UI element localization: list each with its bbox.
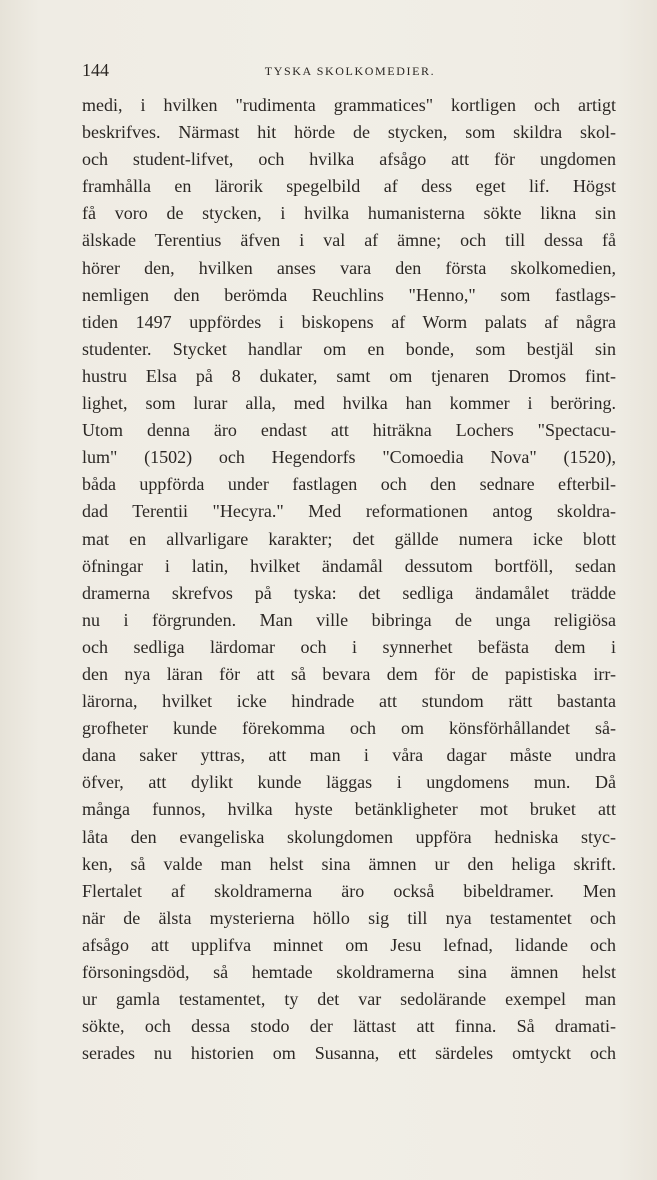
text-line: beskrifves. Närmast hit hörde de stycken, som skildra skol- <box>82 122 616 143</box>
text-line: den nya läran för att så bevara dem för de papistiska irr- <box>82 663 616 684</box>
text-line: lum" (1502) och Hegendorfs "Comoedia Nova" (1520), <box>82 447 616 468</box>
text-line: öfningar i latin, hvilket ändamål dessutom bortföll, sedan <box>82 555 616 576</box>
text-line: framhålla en lärorik spegelbild af dess eget lif. Högst <box>82 176 616 197</box>
text-line: öfver, att dylikt kunde läggas i ungdomens mun. Då <box>82 772 616 793</box>
text-line: grofheter kunde förekomma och om könsförhållandet så- <box>82 718 616 739</box>
page-header <box>82 60 618 90</box>
text-line: nemligen den berömda Reuchlins "Henno," som fastlags- <box>82 284 616 305</box>
text-line: sökte, och dessa stodo der lättast att finna. Så dramati- <box>82 1016 616 1037</box>
text-line: lärorna, hvilket icke hindrade att stundom rätt bastanta <box>82 691 616 712</box>
page-number: 144 <box>82 60 109 80</box>
text-line: Flertalet af skoldramerna äro också bibeldramer. Men <box>82 880 616 901</box>
text-line: många funnos, hvilka hyste betänkligheter mot bruket att <box>82 799 616 820</box>
text-line: studenter. Stycket handlar om en bonde, som bestjäl sin <box>82 338 616 359</box>
text-line: tiden 1497 uppfördes i biskopens af Worm palats af några <box>82 311 616 332</box>
text-line: få voro de stycken, i hvilka humanisterna sökte likna sin <box>82 203 616 224</box>
text-line: båda uppförda under fastlagen och den sednare efterbil- <box>82 474 616 495</box>
body-text <box>82 92 616 1067</box>
text-line: låta den evangeliska skolungdomen uppföra hedniska styc- <box>82 826 616 847</box>
text-line: ur gamla testamentet, ty det var sedolärande exempel man <box>82 989 616 1010</box>
text-line: när de älsta mysterierna höllo sig till nya testamentet och <box>82 907 616 928</box>
text-line: afsågo att upplifva minnet om Jesu lefnad, lidande och <box>82 934 616 955</box>
text-line: hörer den, hvilken anses vara den första skolkomedien, <box>82 257 616 278</box>
text-line: hustru Elsa på 8 dukater, samt om tjenaren Dromos fint- <box>82 365 616 386</box>
running-head: TYSKA SKOLKOMEDIER. <box>264 64 436 78</box>
text-line: dad Terentii "Hecyra." Med reformationen antog skoldra- <box>82 501 616 522</box>
text-line: försoningsdöd, så hemtade skoldramerna sina ämnen helst <box>82 962 616 982</box>
text-line: dana saker yttras, att man i våra dagar måste undra <box>82 745 616 766</box>
text-line: lighet, som lurar alla, med hvilka han kommer i beröring. <box>82 393 616 414</box>
text-line: Utom denna äro endast att hiträkna Lochers "Spectacu- <box>82 420 616 441</box>
text-line: medi, i hvilken "rudimenta grammatices" kortligen och artigt <box>82 95 616 115</box>
text-line: nu i förgrunden. Man ville bibringa de unga religiösa <box>82 609 616 630</box>
text-line: dramerna skrefvos på tyska: det sedliga ändamålet trädde <box>82 582 616 603</box>
text-line: och sedliga lärdomar och i synnerhet befästa dem i <box>82 636 616 657</box>
text-line: serades nu historien om Susanna, ett särdeles omtyckt och <box>82 1043 616 1064</box>
text-line: och student-lifvet, och hvilka afsågo att för ungdomen <box>82 149 616 170</box>
text-line: ken, så valde man helst sina ämnen ur den heliga skrift. <box>82 853 616 874</box>
text-line: mat en allvarligare karakter; det gällde numera icke blott <box>82 528 616 549</box>
text-line: älskade Terentius äfven i val af ämne; och till dessa få <box>82 230 616 251</box>
